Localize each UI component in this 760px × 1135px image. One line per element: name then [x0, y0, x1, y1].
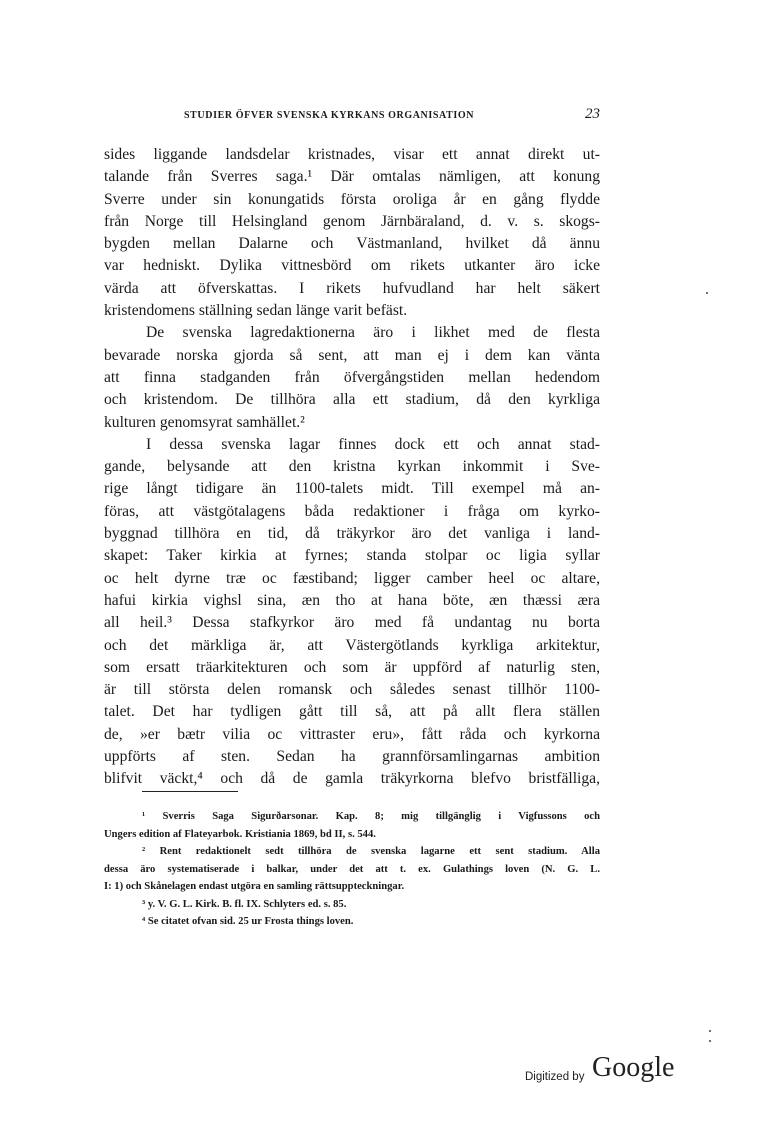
- running-title: STUDIER ÖFVER SVENSKA KYRKANS ORGANISATION: [184, 110, 475, 121]
- text-line: Sverre under sin konungatids första oroliga år en gång flydde: [104, 190, 600, 208]
- text-line: I dessa svenska lagar finnes dock ett och annat stad-: [146, 435, 600, 453]
- text-line: föras, att västgötalagens båda redaktioner i fråga om kyrko-: [104, 502, 600, 520]
- text-line: blifvit väckt,⁴ och då de gamla träkyrkorna blefvo bristfälliga,: [104, 770, 600, 788]
- footnote-rule: [142, 791, 238, 792]
- text-line: oc helt dyrne træ oc fæstiband; ligger camber heel oc altare,: [104, 569, 600, 587]
- margin-speck: [709, 1040, 711, 1042]
- running-head: [104, 108, 604, 128]
- text-line: skapet: Taker kirkia at fyrnes; standa stolpar oc ligia syllar: [104, 547, 600, 565]
- text-line: från Norge till Helsingland genom Järnbäraland, d. v. s. skogs-: [104, 212, 600, 230]
- google-logo: Google: [592, 1052, 675, 1083]
- text-line: rige långt tidigare än 1100-talets midt. Till exempel må an-: [104, 480, 600, 498]
- digitized-watermark: [525, 1052, 685, 1092]
- text-line: är till största delen romansk och således senast tillhör 1100-: [104, 681, 600, 699]
- text-line: och kristendom. De tillhöra alla ett stadium, då den kyrkliga: [104, 391, 600, 409]
- text-line: att finna stadganden från öfvergångstiden mellan hedendom: [104, 368, 600, 386]
- footnote-line: I: 1) och Skånelagen endast utgöra en samling rättsuppteckningar.: [104, 881, 405, 892]
- page-number: 23: [585, 106, 600, 122]
- text-line: uppförts af sten. Sedan ha grannförsamlingarnas ambition: [104, 748, 600, 766]
- footnote-line: dessa äro systematiserade i balkar, under det att t. ex. Gulathings loven (N. G. L.: [104, 863, 600, 875]
- text-line: hafui kirkia vighsl sina, æn tho at hana böte, æn thæssi æra: [104, 591, 600, 609]
- text-line: var hedniskt. Dylika vittnesbörd om rikets utkanter äro icke: [104, 257, 600, 275]
- text-line: de, »er bætr vilia oc vittraster eru», fått råda och kyrkorna: [104, 725, 600, 743]
- footnote-line: ¹ Sverris Saga Sigurðarsonar. Kap. 8; mig tillgänglig i Vigfussons och: [142, 811, 600, 822]
- text-line: och det märkliga är, att Västergötlands kyrkliga arkitektur,: [104, 636, 600, 654]
- text-line: kristendomens ställning sedan länge varit befäst.: [104, 302, 408, 320]
- footnote-line: ⁴ Se citatet ofvan sid. 25 ur Frosta things loven.: [142, 916, 354, 927]
- text-line: sides liggande landsdelar kristnades, visar ett annat direkt ut-: [104, 146, 600, 163]
- footnotes: [104, 808, 600, 931]
- text-line: all heil.³ Dessa stafkyrkor äro med få undantag nu borta: [104, 614, 600, 632]
- body-text: [104, 144, 600, 791]
- footnote-line: Ungers edition af Flateyarbok. Kristiania 1869, bd II, s. 544.: [104, 828, 376, 840]
- text-line: gande, belysande att den kristna kyrkan inkommit i Sve-: [104, 458, 600, 476]
- text-line: som ersatt träarkitekturen och som är uppförd af naturlig sten,: [104, 658, 600, 676]
- text-line: talet. Det har tydligen gått till så, att på allt flera ställen: [104, 703, 600, 721]
- margin-speck: [706, 292, 708, 294]
- text-line: talande från Sverres saga.¹ Där omtalas nämligen, att konung: [104, 168, 600, 186]
- text-line: byggnad tillhöra en tid, då träkyrkor äro det vanliga i land-: [104, 525, 600, 543]
- text-line: kulturen genomsyrat samhället.²: [104, 413, 305, 431]
- footnote-line: ² Rent redaktionelt sedt tillhöra de svenska lagarne ett sent stadium. Alla: [142, 846, 600, 857]
- margin-speck: [709, 1030, 711, 1032]
- text-line: värda att öfverskattas. I rikets hufvudland har helt säkert: [104, 279, 600, 297]
- text-line: bygden mellan Dalarne och Västmanland, hvilket då ännu: [104, 235, 600, 253]
- text-line: bevarade norska gjorda så sent, att man ej i dem kan vänta: [104, 346, 600, 364]
- text-line: De svenska lagredaktionerna äro i likhet med de flesta: [146, 324, 600, 342]
- footnote-line: ³ y. V. G. L. Kirk. B. fl. IX. Schlyters ed. s. 85.: [142, 898, 347, 910]
- watermark-prefix: Digitized by: [525, 1071, 585, 1083]
